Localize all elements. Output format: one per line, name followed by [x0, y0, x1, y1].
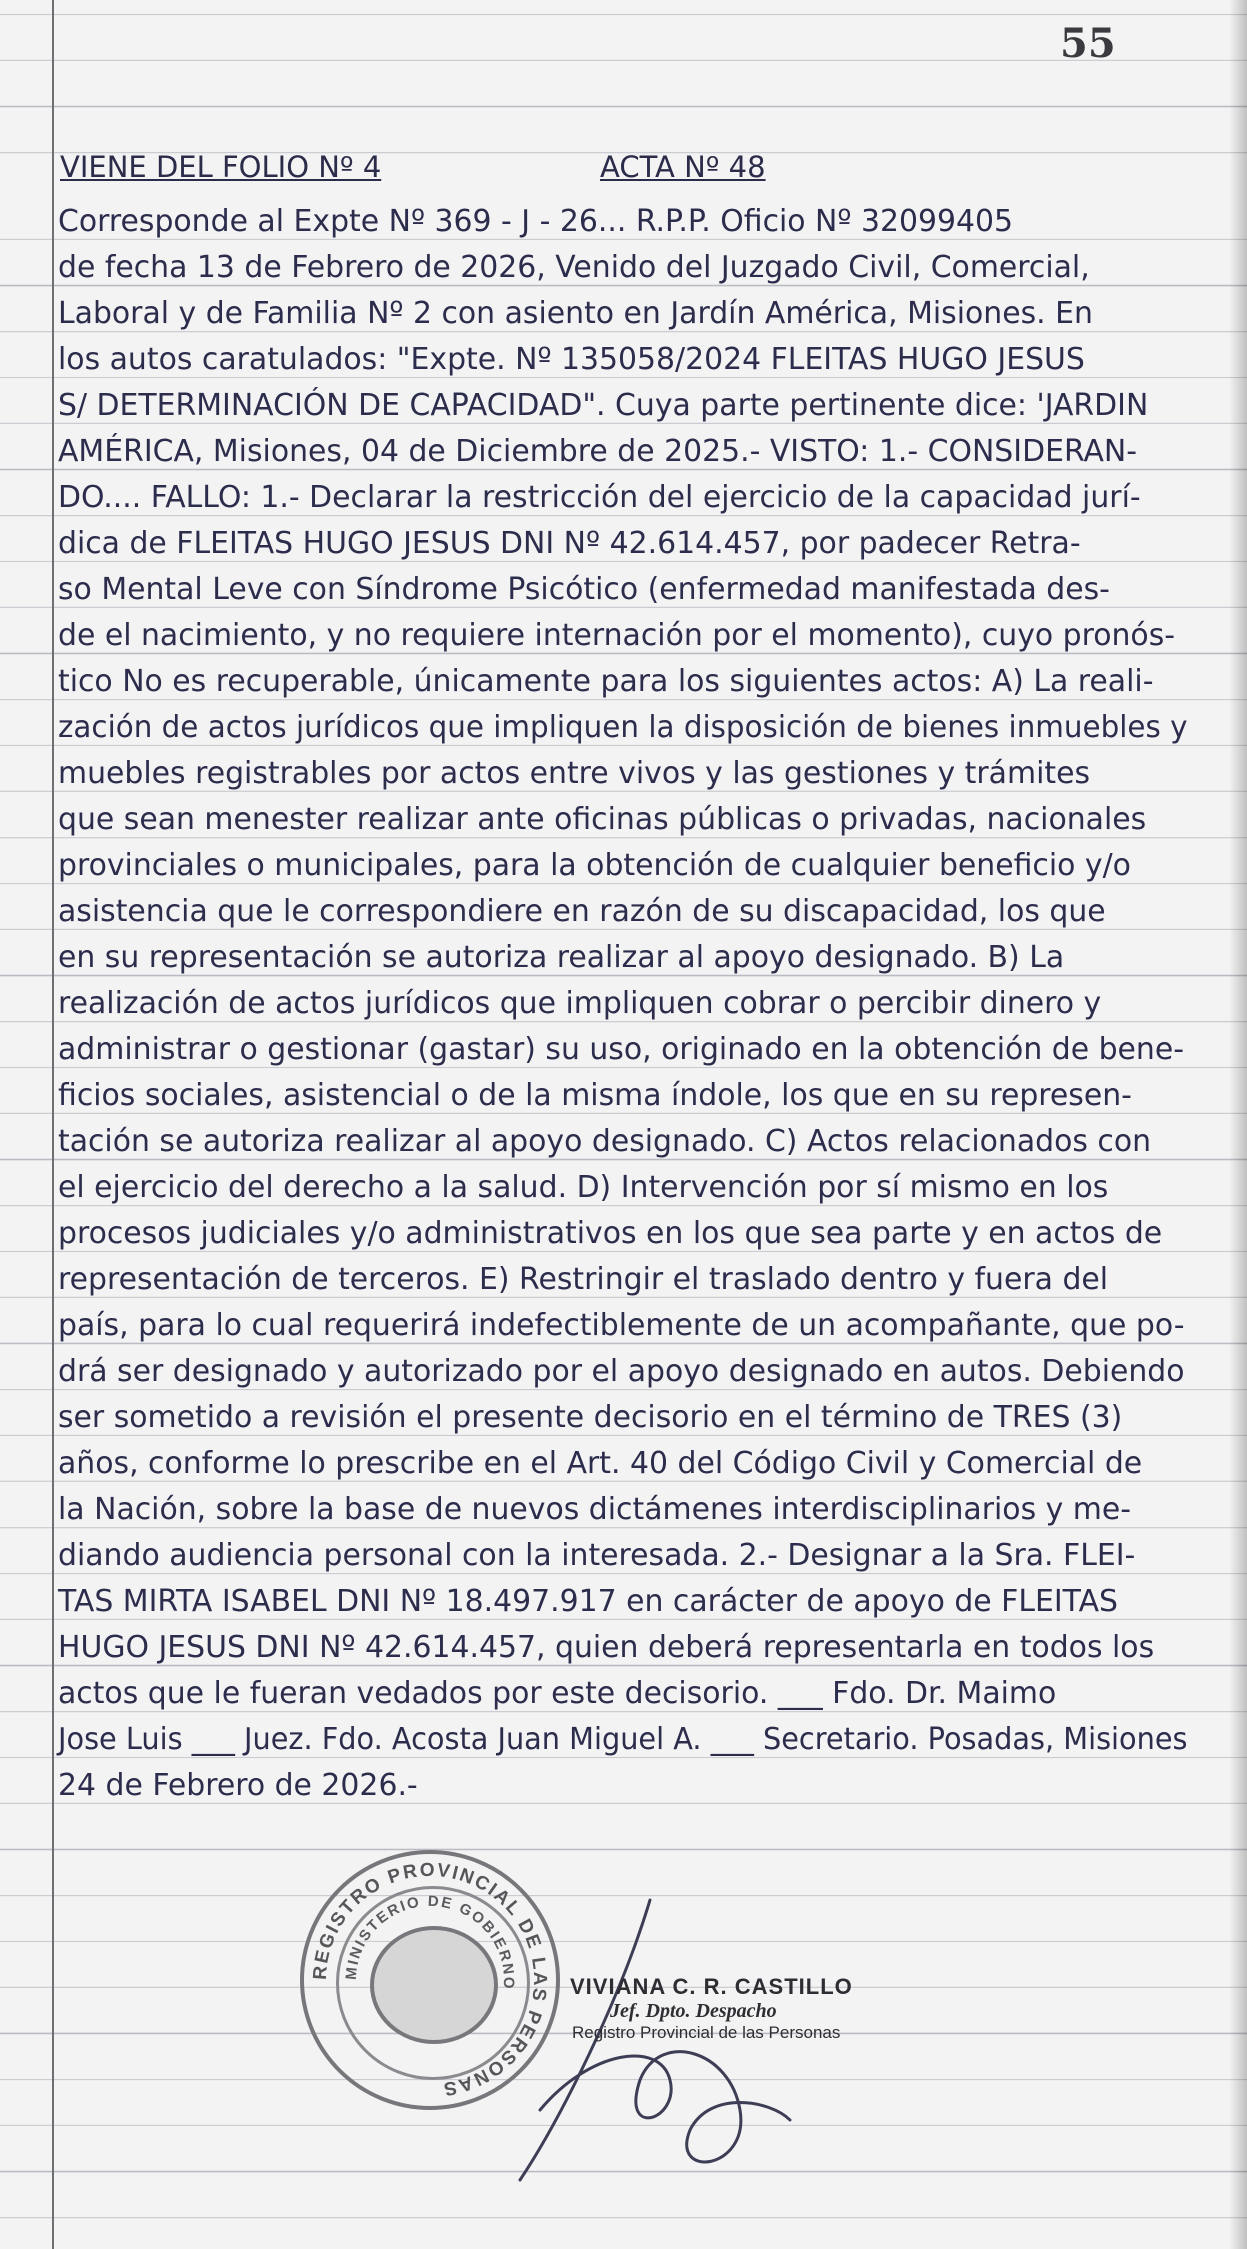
page-edge-shadow [1229, 0, 1247, 2249]
text-line: el ejercicio del derecho a la salud. D) Intervención por sí mismo en los [58, 1170, 1109, 1205]
acta-number: ACTA Nº 48 [600, 150, 766, 184]
text-line: ser sometido a revisión el presente decisorio en el término de TRES (3) [58, 1400, 1123, 1435]
handwritten-body [58, 200, 1193, 1810]
text-line: realización de actos jurídicos que impliquen cobrar o percibir dinero y [58, 986, 1102, 1021]
svg-text:MINISTERIO DE GOBIERNO: MINISTERIO DE GOBIERNO [342, 1892, 518, 1991]
svg-text:REGISTRO PROVINCIAL DE LAS PER: REGISTRO PROVINCIAL DE LAS PERSONAS [309, 1859, 551, 2100]
text-line: diando audiencia personal con la interesada. 2.- Designar a la Sra. FLEI- [58, 1538, 1136, 1573]
text-line: 24 de Febrero de 2026.- [58, 1768, 418, 1803]
text-line: tación se autoriza realizar al apoyo designado. C) Actos relacionados con [58, 1124, 1152, 1159]
text-line: so Mental Leve con Síndrome Psicótico (enfermedad manifestada des- [58, 572, 1110, 607]
text-line: Jose Luis ___ Juez. Fdo. Acosta Juan Miguel A. ___ Secretario. Posadas, Misiones [58, 1722, 1188, 1757]
text-line: Laboral y de Familia Nº 2 con asiento en Jardín América, Misiones. En [58, 296, 1093, 331]
text-line: HUGO JESUS DNI Nº 42.614.457, quien deberá representarla en todos los [58, 1630, 1155, 1665]
text-line: en su representación se autoriza realizar al apoyo designado. B) La [58, 940, 1065, 975]
text-line: procesos judiciales y/o administrativos en los que sea parte y en actos de [58, 1216, 1163, 1251]
text-line: administrar o gestionar (gastar) su uso, originado en la obtención de bene- [58, 1032, 1185, 1067]
text-line: S/ DETERMINACIÓN DE CAPACIDAD". Cuya parte pertinente dice: 'JARDIN [58, 388, 1149, 423]
header-row [60, 150, 1190, 200]
text-line: muebles registrables por actos entre vivos y las gestiones y trámites [58, 756, 1091, 791]
handwritten-signature [470, 1880, 830, 2210]
text-line: actos que le fueran vedados por este decisorio. ___ Fdo. Dr. Maimo [58, 1676, 1057, 1711]
text-line: zación de actos jurídicos que impliquen la disposición de bienes inmuebles y [58, 710, 1188, 745]
text-line: que sean menester realizar ante oficinas públicas o privadas, nacionales [58, 802, 1147, 837]
text-line: asistencia que le correspondiere en razón de su discapacidad, los que [58, 894, 1106, 929]
signature-block [570, 1974, 870, 2043]
text-line: de el nacimiento, y no requiere internación por el momento), cuyo pronós- [58, 618, 1176, 653]
text-line: años, conforme lo prescribe en el Art. 40 del Código Civil y Comercial de [58, 1446, 1143, 1481]
text-line: Corresponde al Expte Nº 369 - J - 26... R.P.P. Oficio Nº 32099405 [58, 204, 1013, 239]
text-line: provinciales o municipales, para la obtención de cualquier beneficio y/o [58, 848, 1131, 883]
folio-number: 55 [1060, 20, 1116, 67]
text-line: dica de FLEITAS HUGO JESUS DNI Nº 42.614.457, por padecer Retra- [58, 526, 1081, 561]
text-line: representación de terceros. E) Restringir el traslado dentro y fuera del [58, 1262, 1109, 1297]
signatory-role: Jef. Dpto. Despacho [610, 2000, 777, 2022]
text-line: país, para lo cual requerirá indefectiblemente de un acompañante, que po- [58, 1308, 1185, 1343]
text-line: TAS MIRTA ISABEL DNI Nº 18.497.917 en carácter de apoyo de FLEITAS [58, 1584, 1118, 1619]
text-line: drá ser designado y autorizado por el apoyo designado en autos. Debiendo [58, 1354, 1185, 1389]
text-line: tico No es recuperable, únicamente para los siguientes actos: A) La reali- [58, 664, 1154, 699]
margin-rule [52, 0, 54, 2249]
text-line: ficios sociales, asistencial o de la misma índole, los que en su represen- [58, 1078, 1132, 1113]
text-line: los autos caratulados: "Expte. Nº 135058/2024 FLEITAS HUGO JESUS [58, 342, 1085, 377]
text-line: DO.... FALLO: 1.- Declarar la restricción del ejercicio de la capacidad jurí- [58, 480, 1141, 515]
text-line: AMÉRICA, Misiones, 04 de Diciembre de 2025.- VISTO: 1.- CONSIDERAN- [58, 434, 1138, 469]
signatory-name: VIVIANA C. R. CASTILLO [570, 1974, 853, 1999]
text-line: de fecha 13 de Febrero de 2026, Venido del Juzgado Civil, Comercial, [58, 250, 1090, 285]
viene-del-folio: VIENE DEL FOLIO Nº 4 [60, 150, 382, 184]
text-line: la Nación, sobre la base de nuevos dictámenes interdisciplinarios y me- [58, 1492, 1132, 1527]
signatory-organization: Registro Provincial de las Personas [572, 2023, 841, 2042]
